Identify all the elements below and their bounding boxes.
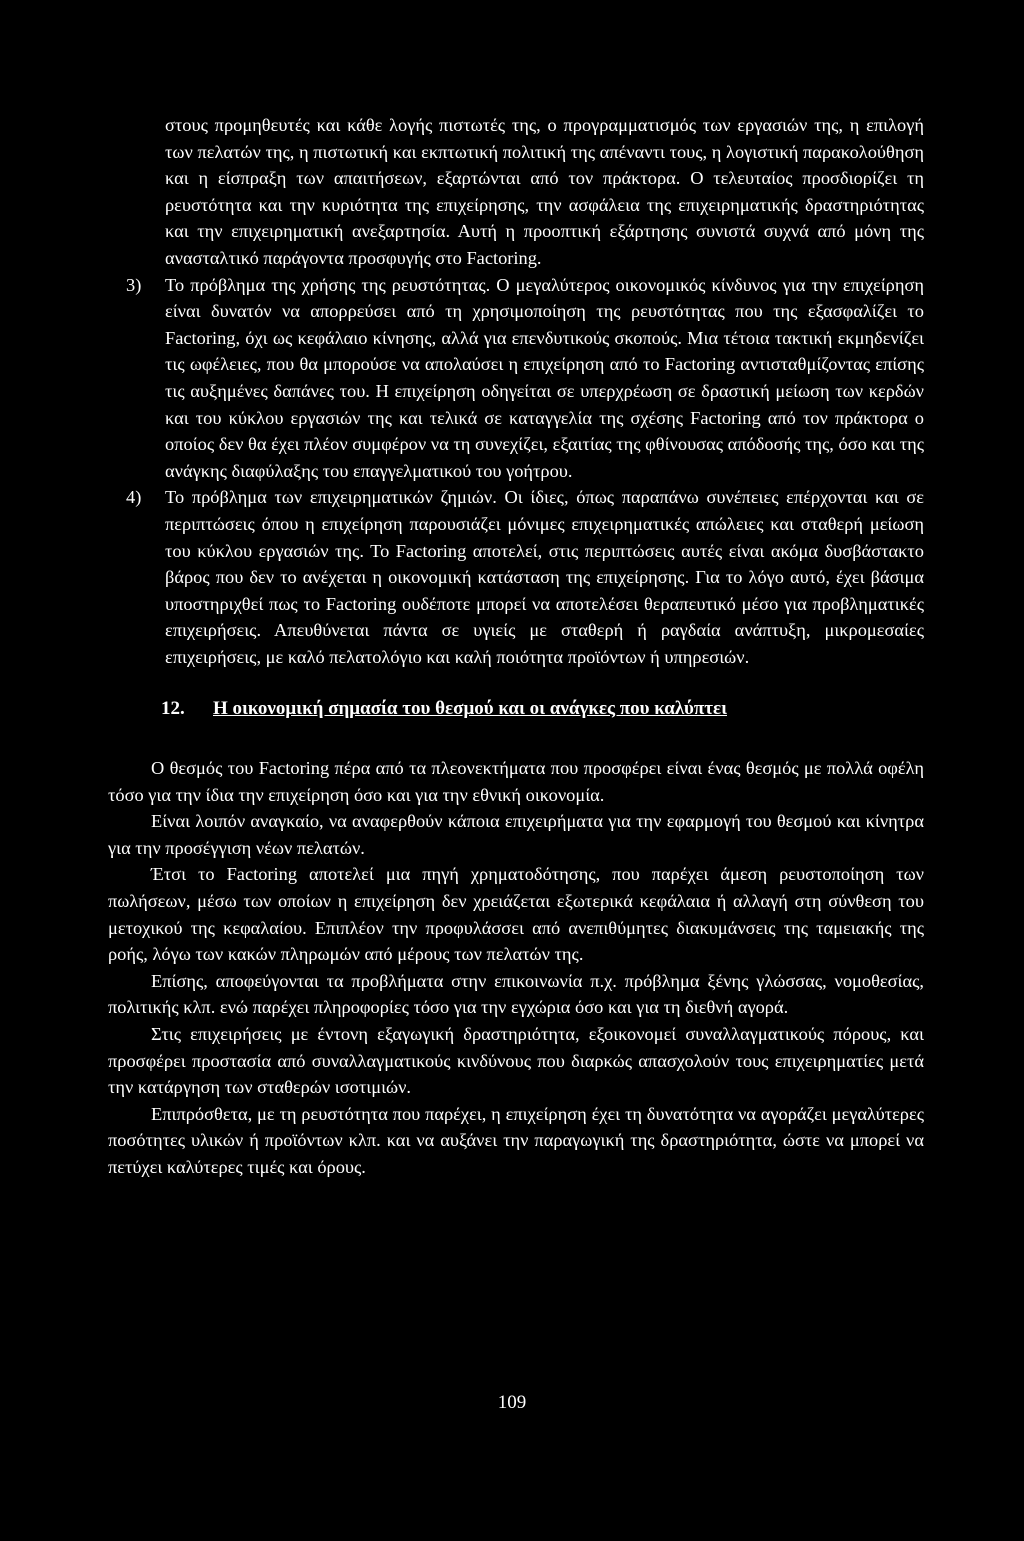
paragraph: Επίσης, αποφεύγονται τα προβλήματα στην επικοινωνία π.χ. πρόβλημα ξένης γλώσσας, νομοθεσίας, πολιτικής κλπ. ενώ παρέχει πληροφορίες τόσο για την εγχώρια όσο και για τη διεθνή αγορά. [108,970,924,1018]
section-title: Η οικονομική σημασία του θεσμού και οι ανάγκες που καλύπτει [213,698,727,720]
page-number: 109 [497,1392,527,1413]
paragraph: Στις επιχειρήσεις με έντονη εξαγωγική δραστηριότητα, εξοικονομεί συναλλαγματικούς πόρους, και προσφέρει προστασία από συναλλαγματικούς κινδύνους που διαρκώς απασχολούν τους επιχειρηματίες μετά την κατάργηση των σταθερών ισοτιμιών. [108,1024,924,1098]
list-item-3 [108,272,924,485]
section-heading [108,696,924,723]
list-item-text: Το πρόβλημα της χρήσης της ρευστότητας. Ο μεγαλύτερος οικονομικός κίνδυνος για την επιχείρηση είναι δυνατόν να απορρεύσει από τη χρησιμοποίηση της ρευστότητας που της εξασφαλίζει το Factoring, όχι ως κεφάλαιο κίνησης, αλλά για επενδυτικούς σκοπούς. Μια τέτοια τακτική εκμηδενίζει τις ωφέλειες, που θα μπορούσε να απολαύσει η επιχείρηση από το Factoring αντισταθμίζοντας επίσης τις αυξημένες δαπάνες του. Η επιχείρηση οδηγείται σε υπερχρέωση σε δραστική μείωση των κερδών και του κύκλου εργασιών της και τελικά σε καταγγελία της σχέσης Factoring από τον πράκτορα ο οποίος δεν θα έχει πλέον συμφέρον να τη συνεχίζει, εξαιτίας της φθίνουσας απόδοσής της, όσο και της ανάγκης διαφύλαξης του επαγγελματικού του γοήτρου. [165,274,924,481]
list-item-number: 4) [126,487,142,508]
section-body [108,755,924,1181]
paragraph: Ο θεσμός του Factoring πέρα από τα πλεονεκτήματα που προσφέρει είναι ένας θεσμός με πολλά οφέλη τόσο για την ίδια την επιχείρηση όσο και για την εθνική οικονομία. [108,758,924,805]
paragraph: Επιπρόσθετα, με τη ρευστότητα που παρέχει, η επιχείρηση έχει τη δυνατότητα να αγοράζει μεγαλύτερες ποσότητες υλικών ή προϊόντων κλπ. και να αυξάνει την παραγωγική της δραστηριότητα, ώστε να μπορεί να πετύχει καλύτερες τιμές και όρους. [108,1103,924,1177]
document-page [108,112,924,1181]
list-item-text: Το πρόβλημα των επιχειρηματικών ζημιών. Οι ίδιες, όπως παραπάνω συνέπειες επέρχονται και σε περιπτώσεις όπου η επιχείρηση παρουσιάζει μόνιμες επιχειρηματικές απώλειες και σταθερή μείωση του κύκλου εργασιών της. Το Factoring αποτελεί, στις περιπτώσεις αυτές είναι ακόμα δυσβάστακτο βάρος που δεν το ανέχεται η οικονομική κατάσταση της επιχείρησης. Για το λόγο αυτό, έχει βάσιμα υποστηριχθεί πως το Factoring ουδέποτε μπορεί να αποτελέσει θεραπευτικό μέσο για προβληματικές επιχειρήσεις. Απευθύνεται πάντα σε υγιείς με σταθερή ή ραγδαία ανάπτυξη, μικρομεσαίες επιχειρήσεις, με καλό πελατολόγιο και καλή ποιότητα προϊόντων ή υπηρεσιών. [165,487,924,667]
section-number: 12. [161,698,185,720]
paragraph: Είναι λοιπόν αναγκαίο, να αναφερθούν κάποια επιχειρήματα για την εφαρμογή του θεσμού και κίνητρα για την προσέγγιση νέων πελατών. [108,811,924,858]
list-item-number: 3) [126,274,142,295]
continuation-text: στους προμηθευτές και κάθε λογής πιστωτές της, ο προγραμματισμός των εργασιών της, η επιλογή των πελατών της, η πιστωτική και εκπτωτική πολιτική της απέναντι τους, η λογιστική παρακολούθηση και η είσπραξη των απαιτήσεων, εξαρτώνται από τον πράκτορα. Ο τελευταίος προσδιορίζει τη ρευστότητα και την κυριότητα της επιχείρησης, την ασφάλεια της επιχειρηματικής δραστηριότητας και την επιχειρηματική ανεξαρτησία. Αυτή η προοπτική εξάρτησης συνιστά συχνά από μόνη της ανασταλτικό παράγοντα προσφυγής στο Factoring. [165,115,924,268]
list-item-4 [108,484,924,670]
paragraph: Έτσι το Factoring αποτελεί μια πηγή χρηματοδότησης, που παρέχει άμεση ρευστοποίηση των πωλήσεων, μέσω των οποίων η επιχείρηση δεν χρειάζεται εξωτερικά κεφάλαια ή αλλαγή στη σύνθεση του μετοχικού της κεφαλαίου. Επιπλέον την προφυλάσσει από ανεπιθύμητες διακυμάνσεις της ταμειακής της ροής, λόγω των κακών πληρωμών από μέρους των πελατών της. [108,864,924,965]
continuation-paragraph [108,112,924,272]
